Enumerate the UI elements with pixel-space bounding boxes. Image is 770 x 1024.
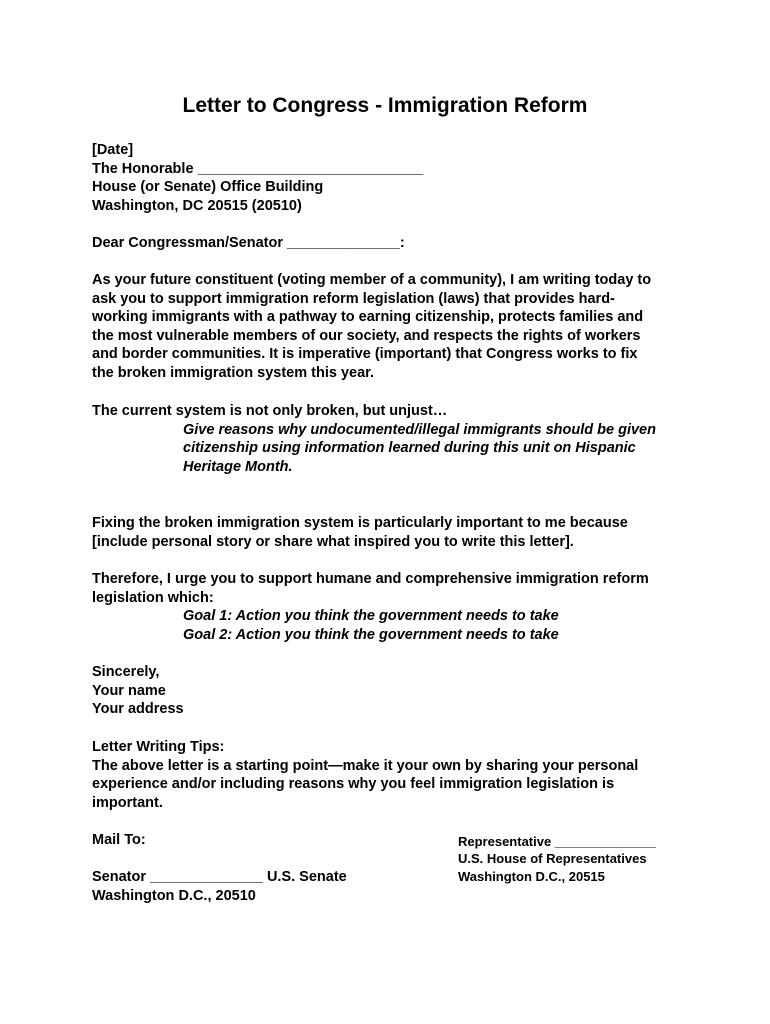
address-header xyxy=(92,141,692,215)
salutation xyxy=(92,234,692,253)
mail-to-label-block xyxy=(92,831,432,850)
house-city: Washington D.C., 20515 xyxy=(458,868,605,884)
closing-sincerely: Sincerely, xyxy=(92,664,160,680)
senate-address xyxy=(92,868,432,905)
current-system-paragraph xyxy=(92,402,692,476)
house-representative: Representative ______________ xyxy=(458,834,657,849)
salutation-line: Dear Congressman/Senator ______________: xyxy=(92,235,405,251)
page-title: Letter to Congress - Immigration Reform xyxy=(182,94,588,117)
tips-line: important. xyxy=(92,794,163,811)
intro-line: As your future constituent (voting member of a community), I am writing today to xyxy=(92,272,652,288)
goal-1: Goal 1: Action you think the government needs to take xyxy=(183,608,559,625)
therefore-line: Therefore, I urge you to support humane and comprehensive immigration reform xyxy=(92,571,649,587)
intro-paragraph xyxy=(92,271,692,383)
intro-line: and border communities. It is imperative (important) that Congress works to fix xyxy=(92,346,638,363)
date-line: [Date] xyxy=(92,142,134,158)
intro-line: the broken immigration system this year. xyxy=(92,364,375,381)
tips-heading: Letter Writing Tips: xyxy=(92,739,225,755)
mail-to-label: Mail To: xyxy=(92,832,146,848)
letter-writing-tips xyxy=(92,738,692,812)
current-system-prompt: Heritage Month. xyxy=(183,458,293,475)
goal-2: Goal 2: Action you think the government needs to take xyxy=(183,626,559,643)
closing xyxy=(92,663,692,719)
office-line: House (or Senate) Office Building xyxy=(92,179,324,196)
personal-line: [include personal story or share what inspired you to write this letter]. xyxy=(92,533,574,550)
current-system-prompt: citizenship using information learned during this unit on Hispanic xyxy=(183,440,636,457)
tips-line: The above letter is a starting point—make it your own by sharing your personal xyxy=(92,757,639,774)
senate-city: Washington D.C., 20510 xyxy=(92,887,256,904)
current-system-prompt: Give reasons why undocumented/illegal immigrants should be given xyxy=(183,421,656,438)
house-name: U.S. House of Representatives xyxy=(458,851,647,867)
personal-line: Fixing the broken immigration system is particularly important to me because xyxy=(92,515,628,531)
therefore-line: legislation which: xyxy=(92,589,214,606)
current-system-lead: The current system is not only broken, but unjust… xyxy=(92,403,448,419)
tips-line: experience and/or including reasons why you feel immigration legislation is xyxy=(92,776,615,793)
senate-line: Senator ______________ U.S. Senate xyxy=(92,869,347,885)
personal-paragraph xyxy=(92,514,692,551)
intro-line: the most vulnerable members of our society, and respects the rights of workers xyxy=(92,327,641,344)
therefore-paragraph xyxy=(92,570,692,644)
intro-line: ask you to support immigration reform legislation (laws) that provides hard- xyxy=(92,290,615,307)
closing-address: Your address xyxy=(92,701,184,718)
closing-name: Your name xyxy=(92,682,166,699)
honorable-line: The Honorable ____________________________ xyxy=(92,160,424,177)
city-line: Washington, DC 20515 (20510) xyxy=(92,197,302,214)
intro-line: working immigrants with a pathway to earning citizenship, protects families and xyxy=(92,309,644,326)
house-address xyxy=(458,833,738,885)
